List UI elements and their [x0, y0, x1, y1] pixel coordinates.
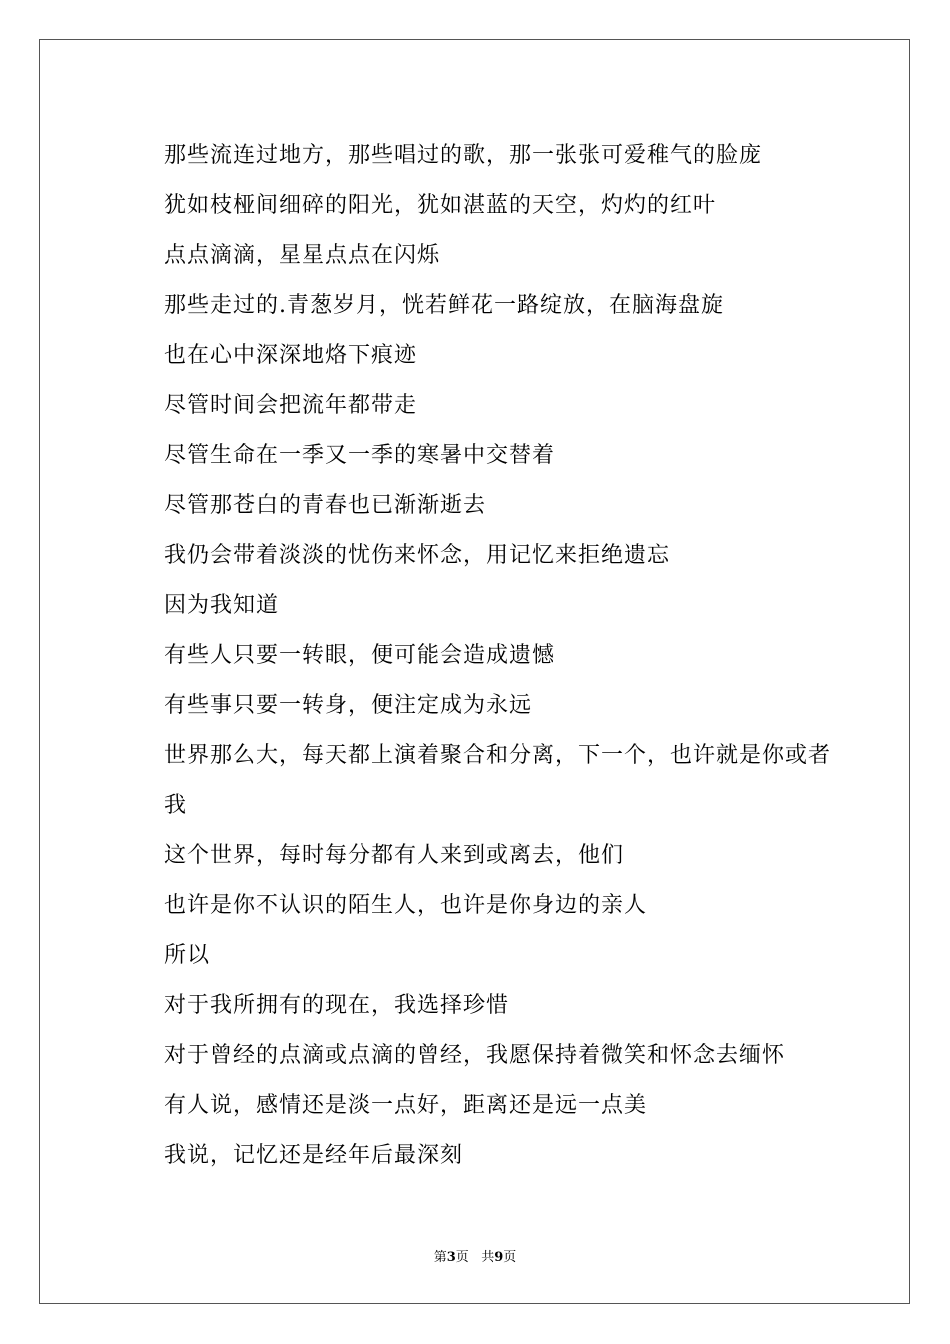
paragraph: 我仍会带着淡淡的忧伤来怀念，用记忆来拒绝遗忘 — [164, 543, 671, 568]
paragraph: 有些人只要一转眼，便可能会造成遗憾 — [164, 643, 556, 668]
footer-total-prefix: 共 — [481, 1250, 495, 1265]
paragraph: 尽管生命在一季又一季的寒暑中交替着 — [164, 443, 556, 468]
paragraph: 尽管时间会把流年都带走 — [164, 393, 418, 418]
paragraph: 点点滴滴，星星点点在闪烁 — [164, 243, 441, 268]
paragraph: 世界那么大，每天都上演着聚合和分离，下一个，也许就是你或者我 — [164, 743, 832, 818]
paragraph: 因为我知道 — [164, 593, 280, 618]
paragraph: 犹如枝桠间细碎的阳光，犹如湛蓝的天空，灼灼的红叶 — [164, 193, 717, 218]
paragraph: 所以 — [164, 943, 211, 968]
paragraph: 尽管那苍白的青春也已渐渐逝去 — [164, 493, 487, 518]
current-page-number: 3 — [446, 1250, 456, 1265]
paragraph: 对于我所拥有的现在，我选择珍惜 — [164, 993, 510, 1018]
paragraph: 这个世界，每时每分都有人来到或离去，他们 — [164, 843, 625, 868]
paragraph: 有人说，感情还是淡一点好，距离还是远一点美 — [164, 1093, 648, 1118]
page-footer — [0, 1246, 950, 1265]
paragraph: 对于曾经的点滴或点滴的曾经，我愿保持着微笑和怀念去缅怀 — [164, 1043, 786, 1068]
footer-total-suffix: 页 — [503, 1250, 517, 1265]
footer-page-word: 页 — [455, 1250, 469, 1265]
paragraph: 那些走过的.青葱岁月，恍若鲜花一路绽放，在脑海盘旋 — [164, 293, 724, 318]
paragraph: 也在心中深深地烙下痕迹 — [164, 343, 418, 368]
paragraph: 我说，记忆还是经年后最深刻 — [164, 1143, 464, 1168]
paragraph: 有些事只要一转身，便注定成为永远 — [164, 693, 533, 718]
total-page-number: 9 — [494, 1250, 504, 1265]
document-body — [117, 131, 837, 1181]
paragraph: 那些流连过地方，那些唱过的歌，那一张张可爱稚气的脸庞 — [164, 143, 763, 168]
paragraph: 也许是你不认识的陌生人，也许是你身边的亲人 — [164, 893, 648, 918]
footer-prefix: 第 — [433, 1250, 447, 1265]
